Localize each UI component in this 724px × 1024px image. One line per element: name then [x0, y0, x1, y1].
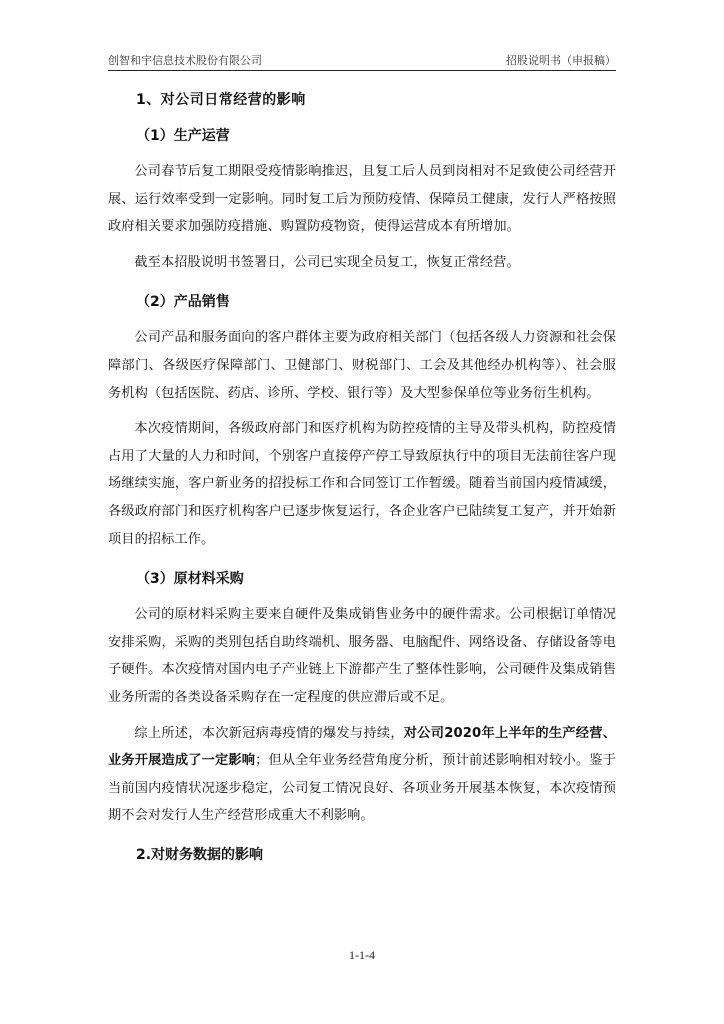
paragraph-sales-2: 本次疫情期间，各级政府部门和医疗机构为防控疫情的主导及带头机构，防控疫情占用了大量的人力和时间，个别客户直接停产停工导致原执行中的项目无法前往客户现场继续实施，客户新业务的招投标工作和合同签订工作暂缓。随着当前国内疫情减缓，各级政府部门和医疗机构客户已逐步恢复运行，各企业客户已陆续复工复产，并开始新项目的招标工作。	[108, 421, 616, 547]
subheading-production-operations: （1）生产运营	[136, 128, 230, 144]
summary-text-end: ；但从全年业务经营角度分析，预计前述影响相对较小。鉴于当前国内疫情状况逐步稳定，公司复工情况良好、各项业务开展基本恢复，本次疫情预期不会对发行人生产经营形成重大不利影响。	[108, 753, 616, 824]
subheading-raw-material-procurement: （3）原材料采购	[136, 571, 244, 588]
header-document-title: 招股说明书（申报稿）	[506, 54, 616, 67]
paragraph-production-1: 公司春节后复工期限受疫情影响推迟，且复工后人员到岗相对不足致使公司经营开展、运行效率受到一定影响。同时复工后为预防疫情、保障员工健康，发行人严格按照政府相关要求加强防疫措施、购置防疫物资，使得运营成本有所增加。	[108, 164, 616, 235]
paragraph-procurement-1: 公司的原材料采购主要来自硬件及集成销售业务中的硬件需求。公司根据订单情况安排采购，采购的类别包括自助终端机、服务器、电脑配件、网络设备、存储设备等电子硬件。本次疫情对国内电子产业链上下游都产生了整体性影响，公司硬件及集成销售业务所需的各类设备采购存在一定程度的供应滞后或不足。	[108, 607, 616, 705]
header-company-name: 创智和宇信息技术股份有限公司	[108, 54, 262, 67]
section-heading-daily-operations: 1、对公司日常经营的影响	[136, 92, 306, 108]
summary-bold-text: 对公司2020年上半年的生产经营、业务开展造成了一定影响	[108, 725, 617, 769]
subheading-product-sales: （2）产品销售	[136, 294, 230, 311]
section-heading-financial-impact: 2.对财务数据的影响	[136, 846, 264, 863]
page-number: 1-1-4	[349, 948, 375, 962]
paragraph-sales-1: 公司产品和服务面向的客户群体主要为政府相关部门（包括各级人力资源和社会保障部门、各级医疗保障部门、卫健部门、财税部门、工会及其他经办机构等）、社会服务机构（包括医院、药店、诊所、学校、银行等）及大型参保单位等业务衍生机构。	[108, 330, 616, 401]
document-body	[108, 84, 616, 870]
paragraph-production-2: 截至本招股说明书签署日，公司已实现全员复工，恢复正常经营。	[134, 254, 520, 270]
paragraph-summary	[108, 720, 616, 830]
page-header	[108, 52, 616, 70]
header-divider	[108, 70, 616, 71]
summary-text-start: 综上所述，本次新冠病毒疫情的爆发与持续，	[134, 725, 404, 741]
